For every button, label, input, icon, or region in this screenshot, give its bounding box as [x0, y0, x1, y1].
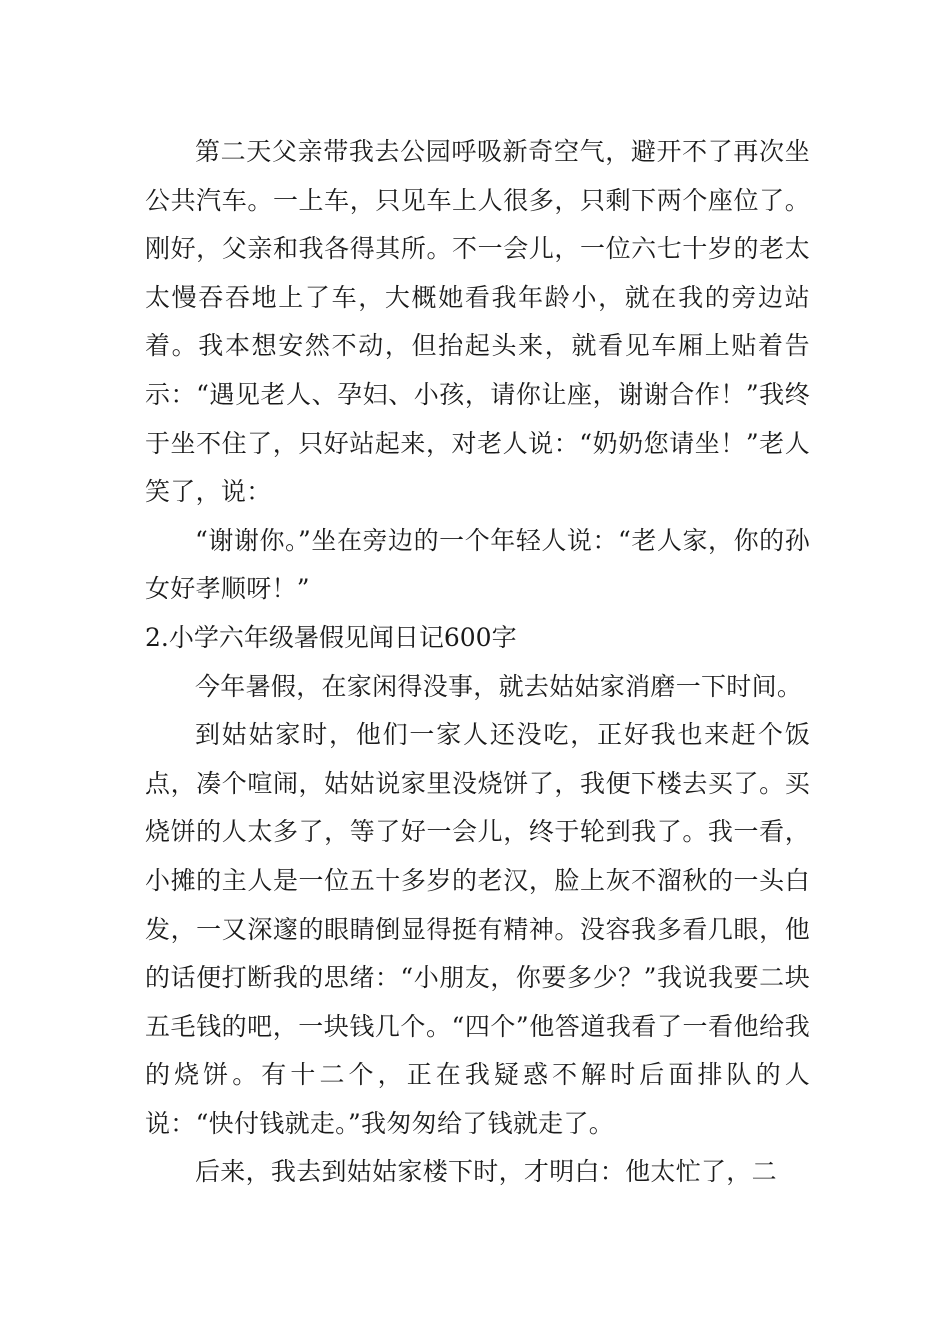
document-body: [145, 128, 810, 1197]
paragraph-bus-story: 第二天父亲带我去公园呼吸新奇空气，避开不了再次坐公共汽车。一上车，只见车上人很多，只剩下两个座位了。刚好，父亲和我各得其所。不一会儿，一位六七十岁的老太太慢吞吞地上了车，大概她看我年龄小，就在我的旁边站着。我本想安然不动，但抬起头来，就看见车厢上贴着告示：“遇见老人、孕妇、小孩，请你让座，谢谢合作！”我终于坐不住了，只好站起来，对老人说：“奶奶您请坐！”老人笑了，说：: [145, 137, 810, 507]
paragraph-buying-shaobing: 到姑姑家时，他们一家人还没吃，正好我也来赶个饭点，凑个喧闹，姑姑说家里没烧饼了，我便下楼去买了。买烧饼的人太多了，等了好一会儿，终于轮到我了。我一看，小摊的主人是一位五十多岁的老汉，脸上灰不溜秋的一头白发，一又深邃的眼睛倒显得挺有精神。没容我多看几眼，他的话便打断我的思绪：“小朋友，你要多少？”我说我要二块五毛钱的吧，一块钱几个。“四个”他答道我看了一看他给我的烧饼。有十二个，正在我疑惑不解时后面排队的人说：“快付钱就走。”我匆匆给了钱就走了。: [145, 720, 810, 1138]
paragraph-thanks: “谢谢你。”坐在旁边的一个年轻人说：“老人家，你的孙女好孝顺呀！”: [145, 525, 810, 604]
section-heading: 2.小学六年级暑假见闻日记600字: [145, 622, 517, 652]
paragraph-later: 后来，我去到姑姑家楼下时，才明白：他太忙了，二: [195, 1157, 777, 1187]
paragraph-summer-intro: 今年暑假，在家闲得没事，就去姑姑家消磨一下时间。: [195, 671, 803, 701]
